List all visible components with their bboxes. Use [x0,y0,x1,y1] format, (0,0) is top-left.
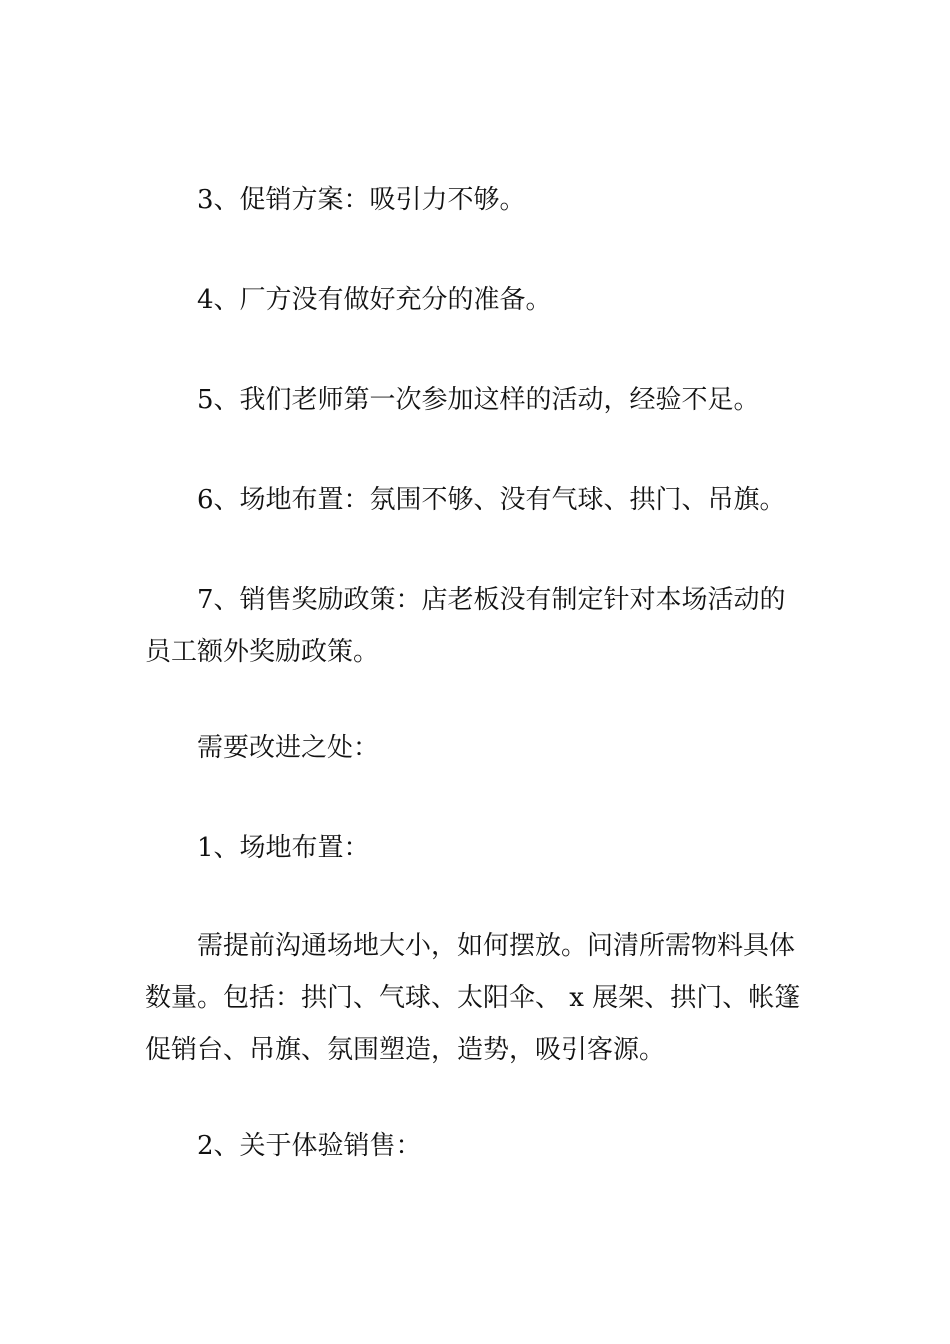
paragraph-teacher-experience: 5、我们老师第一次参加这样的活动，经验不足。 [197,385,760,415]
paragraph-venue-heading: 1、场地布置： [197,833,370,863]
paragraph-venue-details: 需提前沟通场地大小，如何摆放。问清所需物料具体数量。包括：拱门、气球、太阳伞、 x 展架、拱门、帐篷促销台、吊旗、氛围塑造，造势，吸引客源。 [145,931,801,1065]
paragraph-improvements-heading: 需要改进之处： [197,733,380,763]
paragraph-venue-layout: 6、场地布置：氛围不够、没有气球、拱门、吊旗。 [197,485,786,515]
paragraph-promotion-plan: 3、促销方案：吸引力不够。 [197,185,526,215]
paragraph-experience-sales-heading: 2、关于体验销售： [197,1131,422,1161]
paragraph-sales-incentive: 7、销售奖励政策：店老板没有制定针对本场活动的员工额外奖励政策。 [145,585,786,667]
paragraph-manufacturer-preparation: 4、厂方没有做好充分的准备。 [197,285,552,315]
